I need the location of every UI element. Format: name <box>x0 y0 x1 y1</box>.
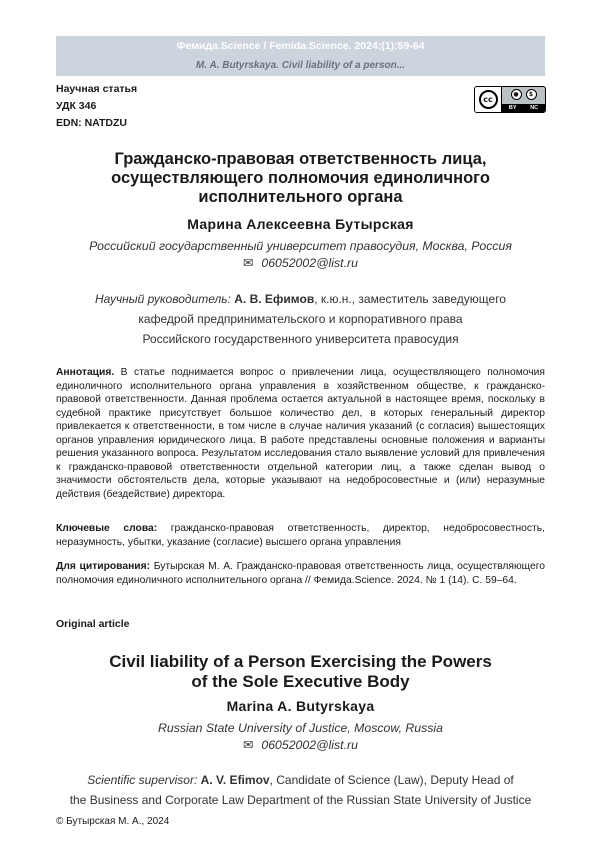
journal-reference: Фемида.Science / Femida.Science. 2024;(1):59-64 <box>176 40 425 52</box>
envelope-icon: ✉ <box>243 738 254 752</box>
ru-author-name: Марина Алексеевна Бутырская <box>187 216 414 232</box>
ru-citation: Для цитирования: Бутырская М. А. Гражданско-правовая ответственность лица, осуществляющего полномочия единоличного исполнительного органа // Фемида.Science. 2024. № 1 (14). С. 59–64. <box>56 561 545 586</box>
cc-by-label: BY <box>508 105 517 111</box>
ru-email[interactable]: 06052002@list.ru <box>261 256 358 270</box>
udk-code: УДК 346 <box>56 100 97 112</box>
ru-supervisor-name: А. В. Ефимов <box>234 292 315 306</box>
copyright-notice: © Бутырская М. А., 2024 <box>56 816 170 827</box>
noncommercial-dollar-icon: $ <box>526 89 537 100</box>
ru-keywords: Ключевые слова: гражданско-правовая ответственность, директор, недобросовестность, неразумность, убытки, указание (согласие) высшего органа управления <box>56 523 545 548</box>
en-title: Civil liability of a Person Exercising the Powers of the Sole Executive Body <box>109 652 492 691</box>
article-type: Научная статья <box>56 83 138 95</box>
ru-title: Гражданско-правовая ответственность лица, осуществляющего полномочия единоличного исполнительного органа <box>111 150 490 206</box>
edn-code: EDN: NATDZU <box>56 117 127 129</box>
cc-nc-label: NC <box>530 105 539 111</box>
ru-affiliation: Российский государственный университет правосудия, Москва, Россия <box>89 239 512 253</box>
en-supervisor: Scientific supervisor: A. V. Efimov, Candidate of Science (Law), Deputy Head of the Business and Corporate Law Department of the Russian State University of Justice <box>69 773 532 807</box>
ru-supervisor-label: Научный руководитель: <box>95 292 231 306</box>
running-title: M. A. Butyrskaya. Civil liability of a person... <box>195 60 406 71</box>
en-email-line <box>56 738 545 752</box>
en-affiliation: Russian State University of Justice, Moscow, Russia <box>158 721 443 735</box>
en-article-type: Original article <box>56 618 130 630</box>
ru-supervisor: Научный руководитель: А. В. Ефимов, к.ю.н., заместитель заведующего кафедрой предпринимательского и корпоративного права Российского государственного университета правосудия <box>95 292 506 346</box>
ru-email-line <box>56 256 545 270</box>
en-author-name: Marina A. Butyrskaya <box>226 698 375 714</box>
en-supervisor-label: Scientific supervisor: <box>87 773 198 787</box>
attribution-person-icon: ● <box>511 89 522 100</box>
en-supervisor-name: A. V. Efimov <box>200 773 270 787</box>
envelope-icon: ✉ <box>243 256 254 270</box>
en-email[interactable]: 06052002@list.ru <box>261 738 358 752</box>
cc-license-badge[interactable] <box>474 86 546 113</box>
ru-abstract: Аннотация. В статье поднимается вопрос о привлечении лица, осуществляющего полномочия единоличного исполнительного органа управления в хозяйственном обществе, к гражданско-правовой ответственности. Данная проблема остается актуальной в настоящее время, поскольку в судебной практике присутствует большое количество дел, в которых генеральный директор привлекается к ответственности, в том числе в случае наличия указаний (с согласия) вышестоящих органов управления юридического лица. В работе представлены основные положения и варианты решения указанного вопроса. Результатом исследования стало выявление условий для привлечения к гражданско-правовой ответственности отдельной категории лиц, а также сделан вывод о значимости обстоятельств дела, которые указывают на недобросовестные и (или) неразумные действия (бездействие) директора. <box>56 367 545 500</box>
cc-logo-icon: cc <box>475 87 502 112</box>
